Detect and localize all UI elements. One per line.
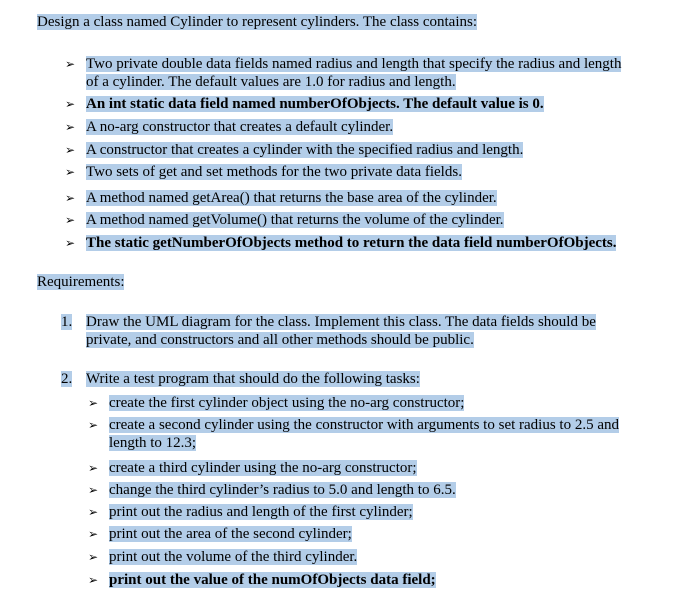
arrow-bullet-icon: ➢ (88, 550, 99, 564)
task-item-4: change the third cylinder’s radius to 5.0 and length to 6.5. (109, 482, 456, 498)
arrow-bullet-icon: ➢ (88, 461, 99, 475)
arrow-bullet-icon: ➢ (65, 213, 76, 227)
task-item-7: print out the volume of the third cylinder. (109, 549, 358, 565)
arrow-bullet-icon: ➢ (65, 165, 76, 179)
task-item-1: create the first cylinder object using the no-arg constructor; (109, 395, 465, 411)
bullet-item-2: An int static data field named numberOfObjects. The default value is 0. (86, 96, 544, 112)
requirement-number: 1. (61, 314, 73, 330)
arrow-bullet-icon: ➢ (88, 573, 99, 587)
requirement-1-line-1: Draw the UML diagram for the class. Implement this class. The data fields should be (86, 314, 596, 330)
requirement-number: 2. (61, 371, 73, 387)
arrow-bullet-icon: ➢ (65, 57, 76, 71)
arrow-bullet-icon: ➢ (88, 505, 99, 519)
bullet-item-6: A method named getArea() that returns the base area of the cylinder. (86, 190, 497, 206)
arrow-bullet-icon: ➢ (65, 236, 76, 250)
requirement-2-line-1: Write a test program that should do the following tasks: (86, 371, 420, 387)
task-item-6: print out the area of the second cylinder; (109, 526, 352, 542)
task-item-8: print out the value of the numOfObjects data field; (109, 572, 436, 588)
task-item-5: print out the radius and length of the first cylinder; (109, 504, 413, 520)
bullet-item-7: A method named getVolume() that returns the volume of the cylinder. (86, 212, 504, 228)
arrow-bullet-icon: ➢ (65, 120, 76, 134)
task-item-2-line-2: length to 12.3; (109, 435, 197, 451)
task-item-2-line-1: create a second cylinder using the constructor with arguments to set radius to 2.5 and (109, 417, 619, 433)
bullet-item-4: A constructor that creates a cylinder with the specified radius and length. (86, 142, 524, 158)
intro-text: Design a class named Cylinder to represent cylinders. The class contains: (37, 14, 478, 30)
bullet-item-1-line-2: of a cylinder. The default values are 1.0 for radius and length. (86, 74, 456, 90)
arrow-bullet-icon: ➢ (65, 97, 76, 111)
arrow-bullet-icon: ➢ (88, 396, 99, 410)
arrow-bullet-icon: ➢ (88, 483, 99, 497)
arrow-bullet-icon: ➢ (65, 143, 76, 157)
bullet-item-8: The static getNumberOfObjects method to return the data field numberOfObjects. (86, 235, 617, 251)
task-item-3: create a third cylinder using the no-arg constructor; (109, 460, 417, 476)
bullet-item-3: A no-arg constructor that creates a default cylinder. (86, 119, 394, 135)
requirements-heading: Requirements: (37, 274, 125, 290)
bullet-item-1-line-1: Two private double data fields named radius and length that specify the radius and length (86, 56, 622, 72)
arrow-bullet-icon: ➢ (88, 527, 99, 541)
arrow-bullet-icon: ➢ (65, 191, 76, 205)
arrow-bullet-icon: ➢ (88, 418, 99, 432)
requirement-1-line-2: private, and constructors and all other methods should be public. (86, 332, 474, 348)
bullet-item-5: Two sets of get and set methods for the two private data fields. (86, 164, 462, 180)
